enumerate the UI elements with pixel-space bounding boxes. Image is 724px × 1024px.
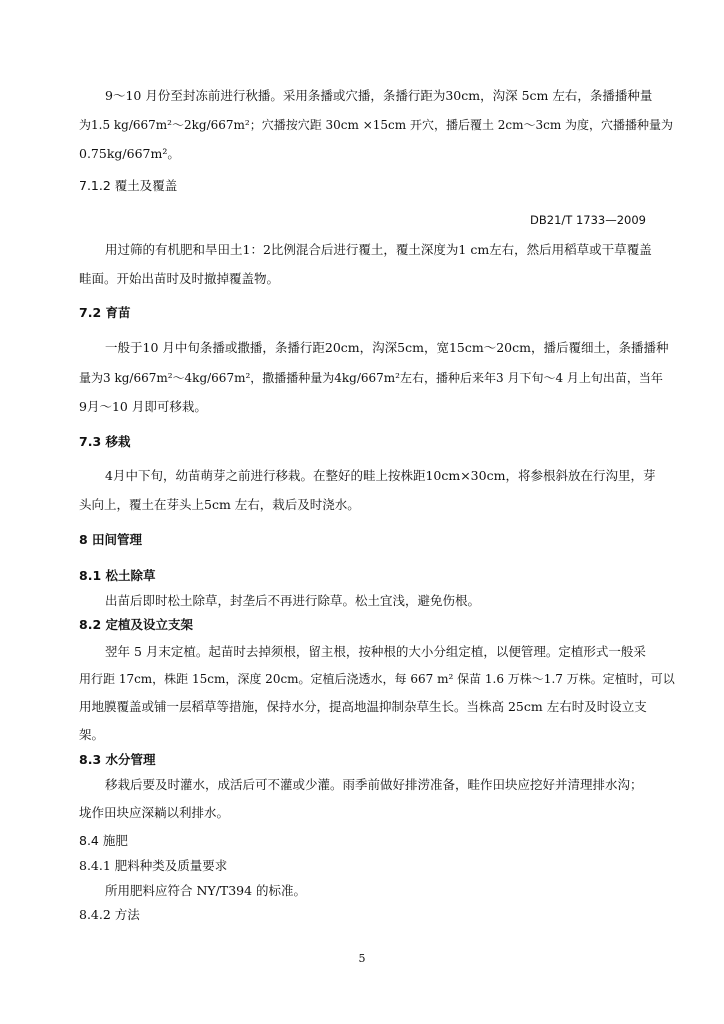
paragraph-line: 9月～10 月即可移栽。 <box>79 399 207 414</box>
section-heading: 7.1.2 覆土及覆盖 <box>79 178 178 193</box>
section-heading: 8.2 定植及设立支架 <box>79 617 193 632</box>
section-heading: 8.3 水分管理 <box>79 752 156 767</box>
section-heading: 7.2 育苗 <box>79 305 131 320</box>
paragraph-line: 用过筛的有机肥和旱田土1：2比例混合后进行覆土，覆土深度为1 cm左右，然后用稻草或干草覆盖 <box>105 242 652 257</box>
paragraph-line: 一般于10 月中旬条播或撒播，条播行距20cm，沟深5cm，宽15cm～20cm，播后覆细土，条播播种 <box>105 340 669 355</box>
paragraph-line: 翌年 5 月末定植。起苗时去掉须根，留主根，按种根的大小分组定植，以便管理。定植形式一般采 <box>105 644 646 659</box>
paragraph-line: 架。 <box>79 727 105 742</box>
page-number: 5 <box>358 952 366 965</box>
paragraph-line: 畦面。开始出苗时及时撤掉覆盖物。 <box>79 271 280 286</box>
paragraph-line: 用行距 17cm，株距 15cm，深度 20cm。定植后浇透水，每 667 m² 保苗 1.6 万株～1.7 万株。定植时，可以 <box>79 672 675 686</box>
paragraph-line: 所用肥料应符合 NY/T394 的标准。 <box>105 883 307 898</box>
paragraph-line: 移栽后要及时灌水，成活后可不灌或少灌。雨季前做好排涝准备，畦作田块应挖好并清理排水沟； <box>105 777 643 792</box>
paragraph-line: 出苗后即时松土除草，封垄后不再进行除草。松土宜浅，避免伤根。 <box>105 593 481 608</box>
subsection-heading: 8.4.1 肥料种类及质量要求 <box>79 858 228 873</box>
subsection-heading: 8.4.2 方法 <box>79 907 140 922</box>
chapter-heading: 8 田间管理 <box>79 532 143 547</box>
section-heading: 8.1 松土除草 <box>79 568 156 583</box>
paragraph-line: 头向上，覆土在芽头上5cm 左右，栽后及时浇水。 <box>79 497 360 512</box>
standard-code: DB21/T 1733—2009 <box>530 213 646 227</box>
paragraph-line: 为1.5 kg/667m²～2kg/667m²；穴播按穴距 30cm ×15cm 开穴，播后覆土 2cm～3cm 为度，穴播播种量为 <box>79 118 674 132</box>
paragraph-line: 9～10 月份至封冻前进行秋播。采用条播或穴播，条播行距为30cm，沟深 5cm 左右，条播播种量 <box>105 88 653 103</box>
paragraph-line: 4月中下旬，幼苗萌芽之前进行移栽。在整好的畦上按株距10cm×30cm，将参根斜放在行沟里，芽 <box>105 468 656 483</box>
section-heading: 8.4 施肥 <box>79 833 128 848</box>
section-heading: 7.3 移栽 <box>79 434 131 449</box>
paragraph-line: 垅作田块应深耥以利排水。 <box>79 805 230 820</box>
paragraph-line: 0.75kg/667m²。 <box>79 146 180 161</box>
paragraph-line: 量为3 kg/667m²～4kg/667m²，撒播播种量为4kg/667m²左右，播种后来年3 月下旬～4 月上旬出苗，当年 <box>79 371 663 385</box>
paragraph-line: 用地膜覆盖或铺一层稻草等措施，保持水分，提高地温抑制杂草生长。当株高 25cm 左右时及时设立支 <box>79 699 647 714</box>
